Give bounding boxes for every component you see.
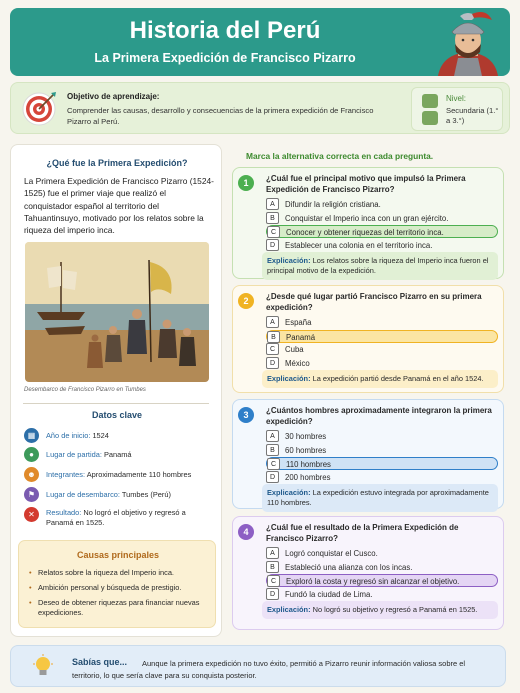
fact-item bbox=[24, 487, 214, 503]
learning-objective-panel bbox=[10, 82, 510, 134]
fact-value: 1524 bbox=[92, 431, 109, 440]
answer-option[interactable] bbox=[266, 547, 498, 560]
people-icon: ☻ bbox=[24, 467, 39, 482]
level-box bbox=[411, 87, 503, 131]
causes-box bbox=[18, 540, 216, 628]
quiz-instruction: Marca la alternativa correcta en cada pregunta. bbox=[246, 151, 434, 161]
question-card bbox=[232, 285, 504, 393]
answer-option[interactable] bbox=[266, 561, 498, 574]
question-number: 2 bbox=[238, 293, 254, 309]
option-letter: C bbox=[266, 343, 279, 355]
fun-fact-text: Aunque la primera expedición no tuvo éxito, permitió a Pizarro reunir información valiosa sobre el territorio, lo que sería clave para su conquista posterior. bbox=[72, 659, 466, 680]
fact-item bbox=[24, 467, 214, 483]
fact-key: Resultado: bbox=[46, 508, 82, 517]
fact-key: Integrantes: bbox=[46, 470, 86, 479]
fact-key: Lugar de partida: bbox=[46, 450, 102, 459]
explanation-label: Explicación: bbox=[267, 488, 311, 497]
page-title: Historia del Perú bbox=[129, 17, 321, 44]
explanation-box bbox=[262, 601, 498, 619]
info-column bbox=[10, 144, 222, 637]
cause-item: • Deseo de obtener riquezas para financiar nuevas expediciones. bbox=[29, 598, 213, 618]
cause-item: • Relatos sobre la riqueza del Imperio inca. bbox=[29, 568, 213, 578]
divider bbox=[23, 403, 209, 404]
level-chart-icon bbox=[422, 94, 438, 108]
question-text: ¿Cuál fue el resultado de la Primera Expedición de Francisco Pizarro? bbox=[266, 523, 459, 543]
objective-label: Objetivo de aprendizaje: bbox=[67, 92, 160, 101]
facts-title: Datos clave bbox=[91, 410, 143, 420]
about-title: ¿Qué fue la Primera Expedición? bbox=[46, 158, 188, 168]
option-letter: D bbox=[266, 471, 279, 483]
option-text: Conquistar el Imperio inca con un gran ejército. bbox=[285, 213, 449, 223]
fact-value: No logró el objetivo y regresó a Panamá en 1525. bbox=[46, 508, 186, 527]
explanation-text: La expedición partió desde Panamá en el año 1524. bbox=[312, 374, 484, 383]
answer-option[interactable] bbox=[266, 316, 498, 329]
cause-item: • Ambición personal y búsqueda de prestigio. bbox=[29, 583, 213, 593]
lightbulb-icon bbox=[31, 654, 55, 680]
explanation-box bbox=[262, 252, 498, 280]
causes-title: Causas principales bbox=[76, 550, 160, 560]
option-text: Panamá bbox=[286, 332, 316, 342]
explanation-text: Los relatos sobre la riqueza del Imperio inca fueron el principal motivo de la expedición. bbox=[267, 256, 489, 275]
fun-fact-panel bbox=[10, 645, 506, 687]
option-letter: B bbox=[267, 331, 280, 343]
landing-painting bbox=[25, 242, 209, 382]
conquistador-portrait-icon bbox=[432, 10, 504, 76]
question-text: ¿Cuál fue el principal motivo que impulsó la Primera Expedición de Francisco Pizarro? bbox=[266, 174, 466, 194]
explanation-text: La expedición estuvo integrada por aproximadamente 110 hombres. bbox=[267, 488, 489, 507]
answer-option[interactable] bbox=[266, 225, 498, 238]
page-header bbox=[10, 8, 510, 76]
fact-key: Lugar de desembarco: bbox=[46, 490, 120, 499]
level-value: Secundaria (1.° a 3.°) bbox=[446, 106, 499, 125]
calendar-icon: ▦ bbox=[24, 428, 39, 443]
option-text: España bbox=[285, 318, 312, 327]
question-text: ¿Desde qué lugar partió Francisco Pizarro en su primera expedición? bbox=[266, 292, 482, 312]
option-text: México bbox=[285, 358, 310, 368]
location-icon: ● bbox=[24, 447, 39, 462]
option-letter: B bbox=[266, 561, 279, 573]
option-text: 200 hombres bbox=[285, 472, 331, 482]
question-card bbox=[232, 399, 504, 509]
option-text: 60 hombres bbox=[285, 445, 327, 455]
fact-item bbox=[24, 447, 214, 463]
option-text: 30 hombres bbox=[285, 432, 327, 441]
option-text: 110 hombres bbox=[286, 460, 331, 469]
option-letter: C bbox=[267, 575, 280, 587]
question-number: 1 bbox=[238, 175, 254, 191]
option-letter: A bbox=[266, 430, 279, 442]
option-letter: C bbox=[267, 226, 280, 238]
explanation-label: Explicación: bbox=[267, 256, 311, 265]
level-label: Nivel: bbox=[446, 94, 467, 103]
question-number: 4 bbox=[238, 524, 254, 540]
option-letter: D bbox=[266, 357, 279, 369]
option-letter: B bbox=[266, 444, 279, 456]
option-text: Cuba bbox=[285, 345, 304, 354]
option-letter: D bbox=[266, 239, 279, 251]
explanation-box bbox=[262, 370, 498, 388]
option-letter: D bbox=[266, 588, 279, 600]
page-subtitle: La Primera Expedición de Francisco Pizarro bbox=[94, 51, 356, 65]
answer-option[interactable] bbox=[266, 430, 498, 443]
answer-option[interactable] bbox=[266, 212, 498, 225]
answer-option[interactable] bbox=[266, 198, 498, 211]
fact-key: Año de inicio: bbox=[46, 431, 91, 440]
question-text: ¿Cuántos hombres aproximadamente integraron la primera expedición? bbox=[266, 406, 492, 426]
answer-option[interactable] bbox=[266, 330, 498, 343]
fact-value: Aproximadamente 110 hombres bbox=[86, 470, 192, 479]
answer-option[interactable] bbox=[266, 239, 498, 252]
about-text: La Primera Expedición de Francisco Pizarro (1524-1525) fue el primer viaje que realizó el conquistador español al territorio del Tahuantinsuyo, motivado por los relatos sobre la riqueza del imperio inca. bbox=[24, 176, 214, 236]
x-icon: ✕ bbox=[24, 507, 39, 522]
option-letter: A bbox=[266, 316, 279, 328]
option-text: Establecer una colonia en el territorio inca. bbox=[285, 240, 433, 250]
answer-option[interactable] bbox=[266, 574, 498, 587]
option-text: Difundir la religión cristiana. bbox=[285, 200, 381, 209]
answer-option[interactable] bbox=[266, 588, 498, 601]
explanation-label: Explicación: bbox=[267, 374, 311, 383]
fact-value: Panamá bbox=[103, 450, 132, 459]
fun-fact-title: Sabías que... bbox=[72, 657, 128, 667]
option-letter: A bbox=[266, 547, 279, 559]
book-icon bbox=[422, 111, 438, 125]
option-letter: C bbox=[267, 458, 280, 470]
question-number: 3 bbox=[238, 407, 254, 423]
answer-option[interactable] bbox=[266, 471, 498, 484]
objective-text: Comprender las causas, desarrollo y consecuencias de la primera expedición de Francisco Pizarro al Perú. bbox=[67, 106, 374, 126]
answer-option[interactable] bbox=[266, 357, 498, 370]
answer-option[interactable] bbox=[266, 343, 498, 356]
option-text: Fundó la ciudad de Lima. bbox=[285, 589, 373, 599]
option-text: Conocer y obtener riquezas del territorio inca. bbox=[286, 228, 444, 237]
fact-value: Tumbes (Perú) bbox=[121, 490, 171, 499]
option-text: Estableció una alianza con los incas. bbox=[285, 562, 413, 572]
question-card bbox=[232, 167, 504, 279]
painting-caption: Desembarco de Francisco Pizarro en Tumbes bbox=[24, 387, 146, 393]
option-text: Logró conquistar el Cusco. bbox=[285, 549, 378, 558]
target-icon bbox=[20, 90, 58, 128]
option-letter: B bbox=[266, 212, 279, 224]
option-letter: A bbox=[266, 198, 279, 210]
flag-icon: ⚑ bbox=[24, 487, 39, 502]
explanation-text: No logró su objetivo y regresó a Panamá en 1525. bbox=[312, 605, 478, 614]
fact-item bbox=[24, 428, 214, 444]
option-text: Exploró la costa y regresó sin alcanzar el objetivo. bbox=[286, 577, 460, 586]
answer-option[interactable] bbox=[266, 444, 498, 457]
answer-option[interactable] bbox=[266, 457, 498, 470]
fact-item bbox=[24, 507, 214, 527]
question-card bbox=[232, 516, 504, 630]
explanation-box bbox=[262, 484, 498, 512]
explanation-label: Explicación: bbox=[267, 605, 311, 614]
causes-list bbox=[29, 568, 213, 623]
